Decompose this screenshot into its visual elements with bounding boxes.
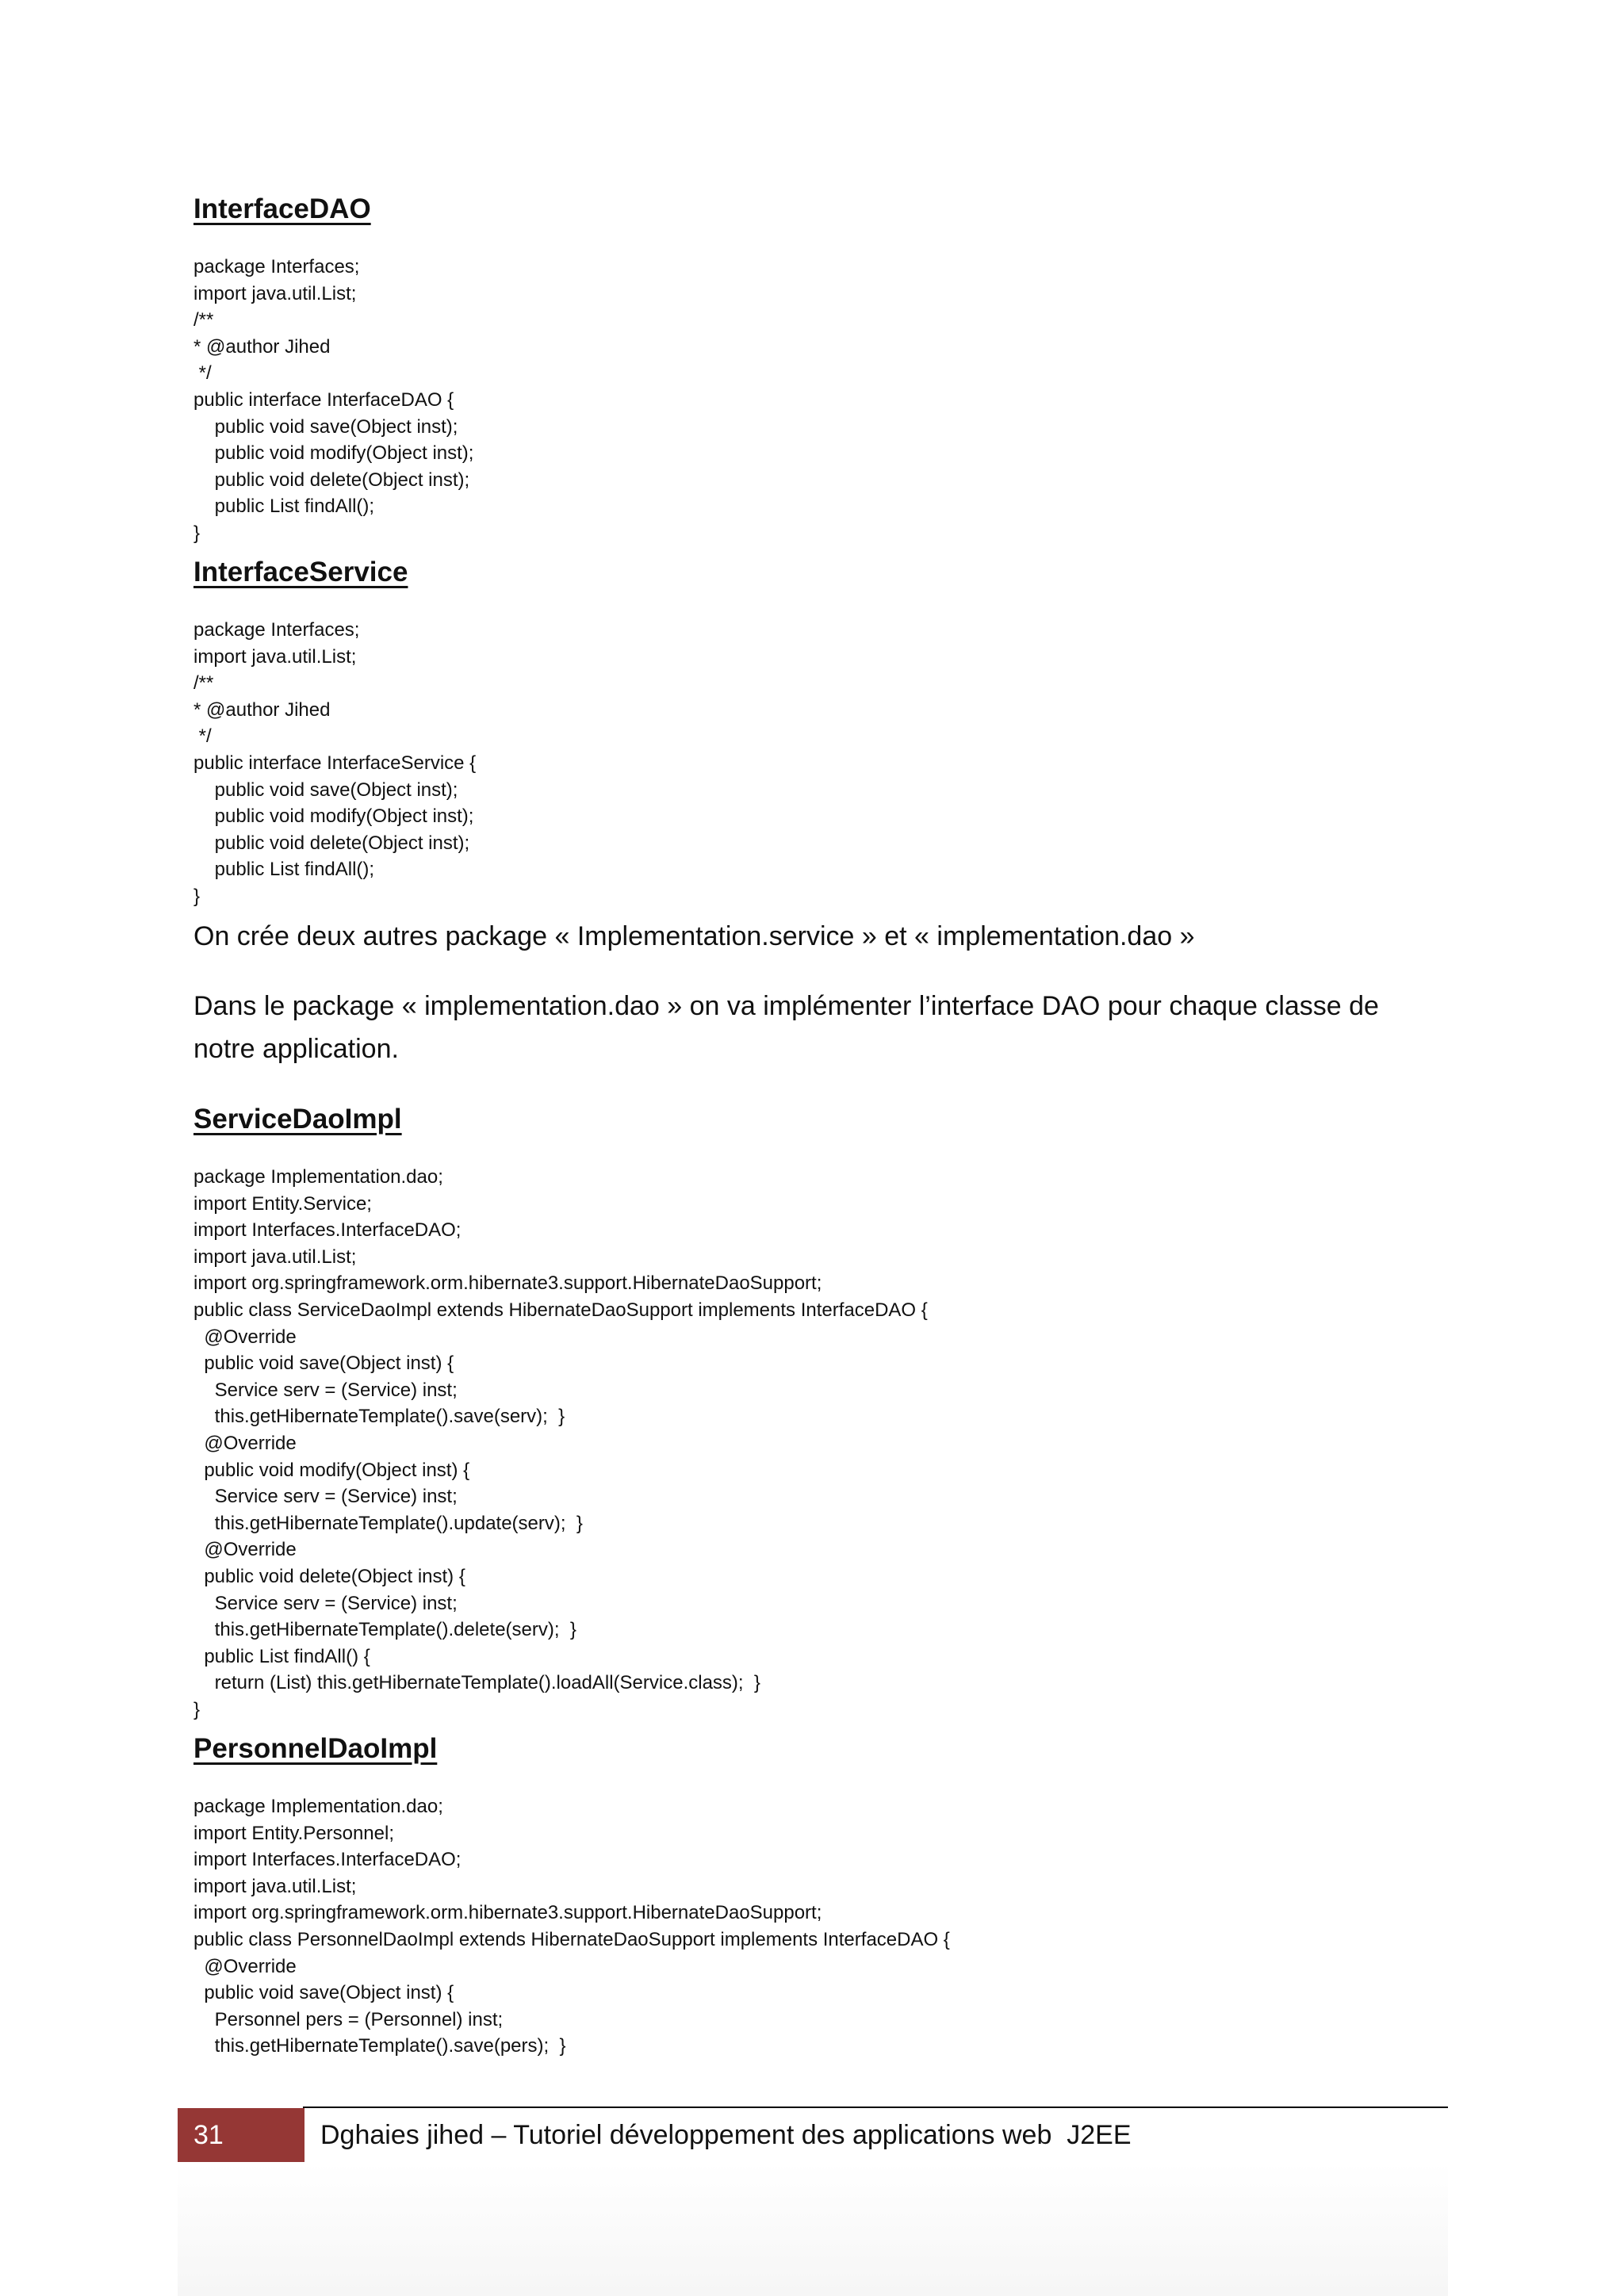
body-paragraph: Dans le package « implementation.dao » on va implémenter l’interface DAO pour chaque classe de notre application. — [193, 991, 1379, 1064]
section-service-dao-impl — [193, 1100, 928, 1723]
footer-title: Dghaies jihed – Tutoriel développement des applications web J2EE — [320, 2120, 1132, 2150]
footer-divider — [303, 2107, 1448, 2108]
code-block: package Implementation.dao; import Entity.Personnel; import Interfaces.InterfaceDAO; import java.util.List; import org.springframework.orm.hibernate3.support.HibernateDaoSupport; public class PersonnelDaoImpl extends HibernateDaoSupport implements InterfaceDAO { @Override public void save(Object inst) { Personnel pers = (Personnel) inst; this.getHibernateTemplate().save(pers); } — [193, 1796, 950, 2057]
section-heading: ServiceDaoImpl — [193, 1104, 402, 1135]
page-bottom-shade — [178, 2162, 1448, 2296]
code-block: package Interfaces; import java.util.List; /** * @author Jihed */ public interface InterfaceService { public void save(Object inst); public void modify(Object inst); public void delete(Object inst); public List findAll(); } — [193, 619, 477, 907]
section-heading: PersonnelDaoImpl — [193, 1733, 438, 1764]
body-paragraph: On crée deux autres package « Implementation.service » et « implementation.dao » — [193, 921, 1195, 951]
code-block: package Interfaces; import java.util.List; /** * @author Jihed */ public interface InterfaceDAO { public void save(Object inst); public void modify(Object inst); public void delete(Object inst); public List findAll(); } — [193, 256, 474, 544]
code-block: package Implementation.dao; import Entity.Service; import Interfaces.InterfaceDAO; import java.util.List; import org.springframework.orm.hibernate3.support.HibernateDaoSupport; public class ServiceDaoImpl extends HibernateDaoSupport implements InterfaceDAO { @Override public void save(Object inst) { Service serv = (Service) inst; this.getHibernateTemplate().save(serv); } @Override public void modify(Object inst) { Service serv = (Service) inst; this.getHibernateTemplate().update(serv); } @Override public void delete(Object inst) { Service serv = (Service) inst; this.getHibernateTemplate().delete(serv); } public List findAll() { return (List) this.getHibernateTemplate().loadAll(Service.class); } } — [193, 1166, 928, 1720]
page-number: 31 — [193, 2120, 224, 2150]
section-heading: InterfaceService — [193, 557, 408, 587]
section-interface-service — [193, 553, 476, 910]
section-heading: InterfaceDAO — [193, 193, 371, 224]
section-personnel-dao-impl — [193, 1730, 950, 2060]
section-interface-dao — [193, 190, 473, 547]
